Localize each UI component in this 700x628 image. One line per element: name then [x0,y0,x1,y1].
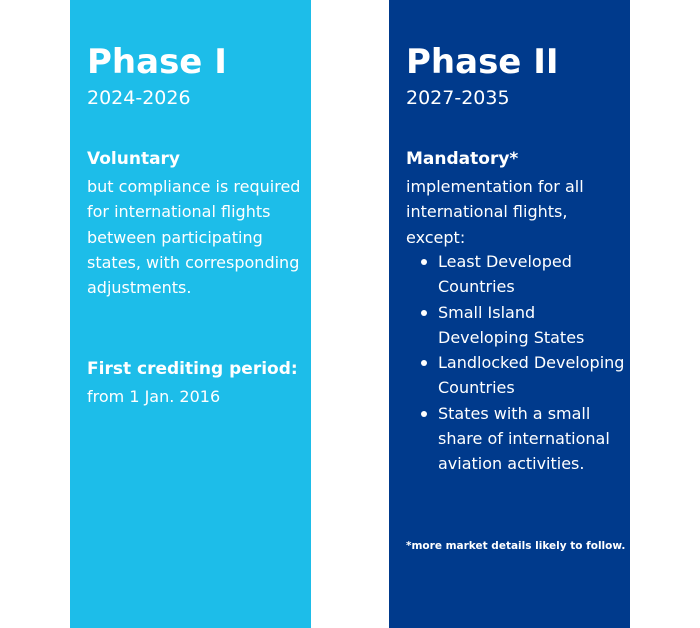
phase-1-title: Phase I [87,42,227,82]
phase-2-title: Phase II [406,42,559,82]
list-item: Small Island Developing States [406,300,628,351]
exceptions-list [406,249,628,477]
phase-2-years: 2027-2035 [406,87,510,109]
footnote: *more market details likely to follow. [406,540,626,552]
list-item: Least Developed Countries [406,249,628,300]
crediting-period-heading: First crediting period: [87,359,298,379]
list-item: Landlocked Developing Countries [406,350,628,401]
list-item: States with a small share of international aviation activities. [406,401,628,477]
phase-2-description: implementation for all international flights, except: [406,177,584,247]
phase-2-heading: Mandatory* [406,149,519,169]
crediting-period-text: from 1 Jan. 2016 [87,387,221,406]
phase-1-years: 2024-2026 [87,87,191,109]
phase-1-heading: Voluntary [87,149,181,169]
phase-1-description: but compliance is required for international flights between participating states, with corresponding adjustments. [87,177,301,298]
phase-1-panel [70,0,311,628]
phase-2-panel [389,0,630,628]
